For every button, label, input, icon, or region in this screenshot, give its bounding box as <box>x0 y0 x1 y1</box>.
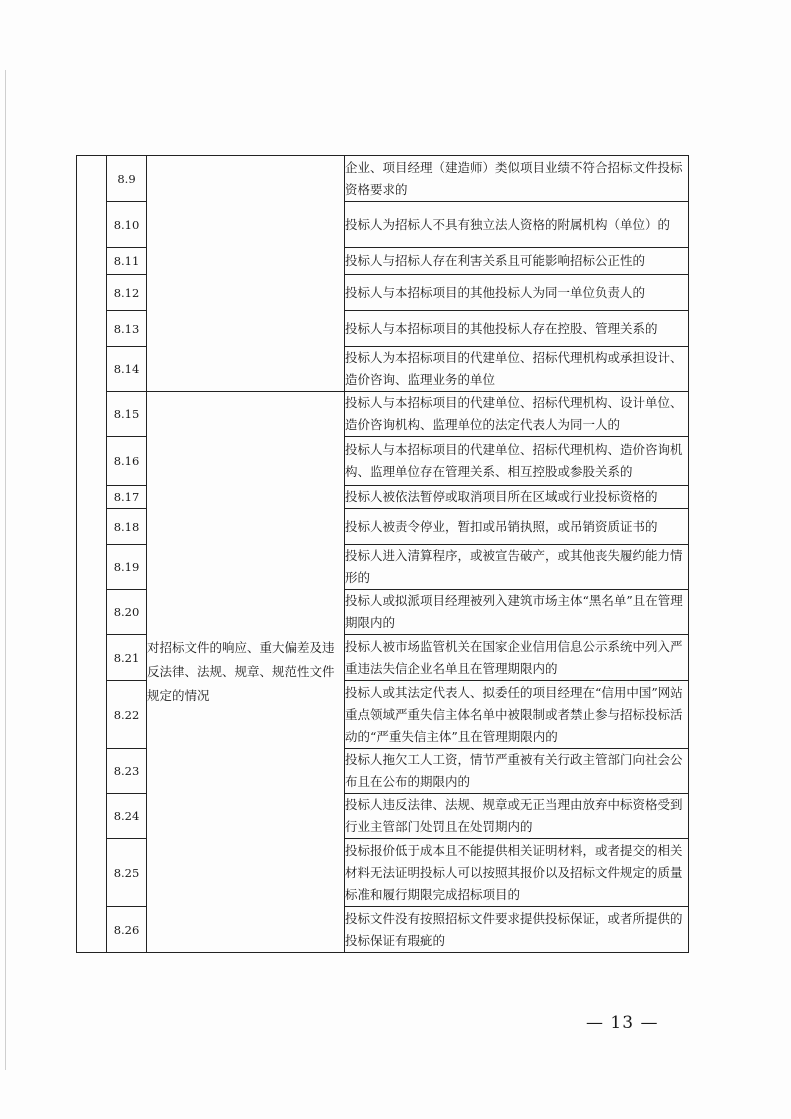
row-description: 投标人进入清算程序，或被宣告破产，或其他丧失履约能力情形的 <box>345 545 689 590</box>
row-description: 投标报价低于成本且不能提供相关证明材料，或者提交的相关材料无法证明投标人可以按照其报价以及招标文件规定的质量标准和履行期限完成招标项目的 <box>345 839 689 907</box>
category-cell: 对招标文件的响应、重大偏差及违反法律、法规、规章、规范性文件规定的情况 <box>147 392 345 953</box>
row-number: 8.20 <box>107 590 147 635</box>
row-description: 投标文件没有按照招标文件要求提供投标保证，或者所提供的投标保证有瑕疵的 <box>345 907 689 953</box>
row-description: 投标人被依法暂停或取消项目所在区域或行业投标资格的 <box>345 486 689 509</box>
row-number: 8.23 <box>107 749 147 794</box>
table-row <box>77 156 689 202</box>
scan-edge-line <box>5 70 6 1070</box>
row-description: 投标人与本招标项目的代建单位、招标代理机构、造价咨询机构、监理单位存在管理关系、相互控股或参股关系的 <box>345 437 689 486</box>
row-number: 8.17 <box>107 486 147 509</box>
row-description: 投标人与本招标项目的其他投标人存在控股、管理关系的 <box>345 311 689 347</box>
table-row <box>77 392 689 437</box>
row-description: 投标人与招标人存在利害关系且可能影响招标公正性的 <box>345 248 689 275</box>
row-number: 8.14 <box>107 347 147 392</box>
row-number: 8.9 <box>107 156 147 202</box>
criteria-table <box>76 155 689 953</box>
row-description: 投标人与本招标项目的代建单位、招标代理机构、设计单位、造价咨询机构、监理单位的法定代表人为同一人的 <box>345 392 689 437</box>
row-number: 8.25 <box>107 839 147 907</box>
row-description: 投标人拖欠工人工资，情节严重被有关行政主管部门向社会公布且在公布的期限内的 <box>345 749 689 794</box>
page-number: — 13 — <box>586 1013 659 1033</box>
row-number: 8.16 <box>107 437 147 486</box>
category-cell-upper <box>147 156 345 392</box>
row-number: 8.15 <box>107 392 147 437</box>
row-description: 投标人为本招标项目的代建单位、招标代理机构或承担设计、造价咨询、监理业务的单位 <box>345 347 689 392</box>
row-description: 投标人与本招标项目的其他投标人为同一单位负责人的 <box>345 275 689 311</box>
row-number: 8.24 <box>107 794 147 839</box>
row-number: 8.21 <box>107 635 147 681</box>
row-number: 8.13 <box>107 311 147 347</box>
row-number: 8.26 <box>107 907 147 953</box>
row-description: 投标人违反法律、法规、规章或无正当理由放弃中标资格受到行业主管部门处罚且在处罚期内的 <box>345 794 689 839</box>
row-description: 投标人或其法定代表人、拟委任的项目经理在“信用中国”网站重点领域严重失信主体名单中被限制或者禁止参与招标投标活动的“严重失信主体”且在管理期限内的 <box>345 681 689 749</box>
row-number: 8.19 <box>107 545 147 590</box>
row-number: 8.22 <box>107 681 147 749</box>
margin-column <box>77 156 107 953</box>
row-description: 投标人被责令停业，暂扣或吊销执照，或吊销资质证书的 <box>345 509 689 545</box>
row-description: 投标人为招标人不具有独立法人资格的附属机构（单位）的 <box>345 202 689 248</box>
row-description: 投标人被市场监管机关在国家企业信用信息公示系统中列入严重违法失信企业名单且在管理期限内的 <box>345 635 689 681</box>
row-number: 8.11 <box>107 248 147 275</box>
row-number: 8.10 <box>107 202 147 248</box>
row-description: 企业、项目经理（建造师）类似项目业绩不符合招标文件投标资格要求的 <box>345 156 689 202</box>
row-description: 投标人或拟派项目经理被列入建筑市场主体“黑名单”且在管理期限内的 <box>345 590 689 635</box>
row-number: 8.12 <box>107 275 147 311</box>
row-number: 8.18 <box>107 509 147 545</box>
